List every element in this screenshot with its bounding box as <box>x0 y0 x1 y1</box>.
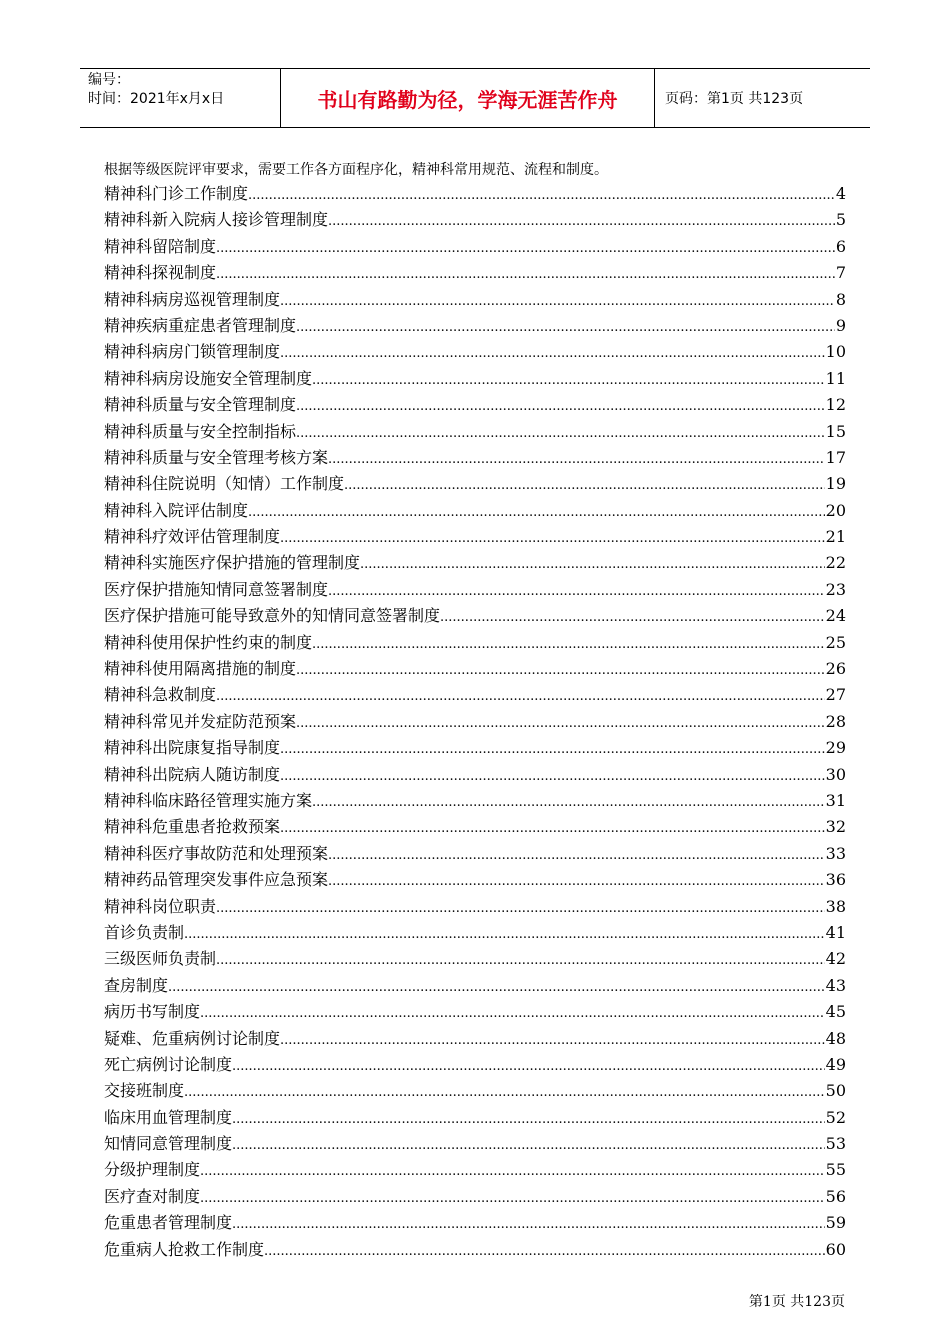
toc-entry-page: 52 <box>825 1107 846 1127</box>
toc-entry[interactable] <box>104 867 846 893</box>
toc-entry-page: 29 <box>825 738 846 758</box>
toc-entry-page: 41 <box>825 922 846 942</box>
page-footer: 第1页 共123页 <box>748 1294 845 1310</box>
toc-entry[interactable] <box>104 366 846 392</box>
toc-entry-title: 精神科使用保护性约束的制度 <box>104 632 313 652</box>
toc-leader-dots <box>248 183 835 209</box>
toc-entry-page: 12 <box>825 395 846 415</box>
toc-entry[interactable] <box>104 735 846 761</box>
toc-entry-title: 精神科质量与安全管理制度 <box>104 395 297 415</box>
toc-entry[interactable] <box>104 287 846 313</box>
toc-entry-title: 精神科病房巡视管理制度 <box>104 289 281 309</box>
header-meta <box>80 69 281 127</box>
toc-entry[interactable] <box>104 419 846 445</box>
toc-leader-dots <box>280 737 825 763</box>
toc-leader-dots <box>200 1159 825 1185</box>
table-of-contents <box>104 181 846 1263</box>
toc-leader-dots <box>328 869 825 895</box>
toc-leader-dots <box>328 579 825 605</box>
toc-entry-page: 33 <box>825 843 846 863</box>
toc-entry[interactable] <box>104 392 846 418</box>
toc-leader-dots <box>280 289 835 315</box>
toc-entry[interactable] <box>104 999 846 1025</box>
page-header <box>80 68 870 128</box>
toc-entry-page: 59 <box>825 1213 846 1233</box>
toc-entry-page: 56 <box>825 1186 846 1206</box>
toc-entry-page: 15 <box>825 421 846 441</box>
toc-leader-dots <box>328 209 835 235</box>
toc-entry-title: 精神科使用隔离措施的制度 <box>104 659 297 679</box>
toc-entry-page: 36 <box>825 870 846 890</box>
toc-leader-dots <box>216 684 825 710</box>
toc-entry-page: 30 <box>825 764 846 784</box>
toc-entry[interactable] <box>104 207 846 233</box>
toc-entry-title: 精神科医疗事故防范和处理预案 <box>104 843 329 863</box>
toc-entry[interactable] <box>104 181 846 207</box>
header-page-number: 页码：第1页 共123页 <box>665 91 804 107</box>
toc-entry-title: 查房制度 <box>104 975 169 995</box>
toc-entry[interactable] <box>104 630 846 656</box>
toc-entry-title: 精神科质量与安全管理考核方案 <box>104 447 329 467</box>
toc-entry-page: 28 <box>825 711 846 731</box>
toc-entry-page: 42 <box>825 949 846 969</box>
toc-entry[interactable] <box>104 1184 846 1210</box>
toc-leader-dots <box>216 262 835 288</box>
toc-entry-page: 23 <box>825 579 846 599</box>
toc-entry-title: 临床用血管理制度 <box>104 1107 233 1127</box>
toc-entry-title: 危重病人抢救工作制度 <box>104 1239 265 1259</box>
toc-entry-title: 精神科疗效评估管理制度 <box>104 527 281 547</box>
toc-entry-page: 17 <box>825 447 846 467</box>
toc-leader-dots <box>280 816 825 842</box>
toc-entry-page: 60 <box>825 1239 846 1259</box>
toc-entry-page: 20 <box>825 500 846 520</box>
toc-leader-dots <box>216 896 825 922</box>
toc-leader-dots <box>168 975 825 1001</box>
toc-entry[interactable] <box>104 920 846 946</box>
toc-entry[interactable] <box>104 682 846 708</box>
toc-leader-dots <box>264 1239 825 1265</box>
toc-entry-page: 22 <box>825 553 846 573</box>
toc-entry[interactable] <box>104 1052 846 1078</box>
toc-entry[interactable] <box>104 1157 846 1183</box>
header-motto: 书山有路勤为径，学海无涯苦作舟 <box>281 69 655 127</box>
toc-leader-dots <box>328 843 825 869</box>
toc-entry-page: 9 <box>835 315 846 335</box>
toc-entry-page: 8 <box>835 289 846 309</box>
toc-entry-page: 21 <box>825 527 846 547</box>
toc-entry-page: 24 <box>825 606 846 626</box>
toc-entry[interactable] <box>104 946 846 972</box>
toc-entry-page: 5 <box>835 210 846 230</box>
toc-leader-dots <box>296 658 825 684</box>
toc-entry[interactable] <box>104 973 846 999</box>
toc-entry-title: 精神科实施医疗保护措施的管理制度 <box>104 553 361 573</box>
toc-entry[interactable] <box>104 1026 846 1052</box>
toc-entry[interactable] <box>104 234 846 260</box>
toc-entry-title: 精神科入院评估制度 <box>104 500 249 520</box>
toc-entry-title: 分级护理制度 <box>104 1160 201 1180</box>
toc-entry-title: 首诊负责制 <box>104 922 185 942</box>
toc-entry-page: 55 <box>825 1160 846 1180</box>
toc-entry-title: 精神科常见并发症防范预案 <box>104 711 297 731</box>
toc-entry-title: 危重患者管理制度 <box>104 1213 233 1233</box>
toc-entry-page: 27 <box>825 685 846 705</box>
toc-leader-dots <box>232 1107 825 1133</box>
toc-entry-page: 53 <box>825 1134 846 1154</box>
toc-entry[interactable] <box>104 1237 846 1263</box>
toc-leader-dots <box>312 632 825 658</box>
toc-entry-page: 48 <box>825 1028 846 1048</box>
toc-leader-dots <box>232 1133 825 1159</box>
toc-leader-dots <box>280 526 825 552</box>
toc-entry-title: 精神科出院病人随访制度 <box>104 764 281 784</box>
toc-entry-page: 19 <box>825 474 846 494</box>
toc-entry-title: 精神科新入院病人接诊管理制度 <box>104 210 329 230</box>
toc-entry-title: 医疗保护措施知情同意签署制度 <box>104 579 329 599</box>
toc-leader-dots <box>184 922 825 948</box>
toc-entry-title: 精神科病房门锁管理制度 <box>104 342 281 362</box>
toc-entry-page: 38 <box>825 896 846 916</box>
toc-leader-dots <box>328 447 825 473</box>
toc-leader-dots <box>312 790 825 816</box>
toc-entry-page: 4 <box>835 184 846 203</box>
toc-entry-title: 死亡病例讨论制度 <box>104 1054 233 1074</box>
toc-entry-title: 精神科病房设施安全管理制度 <box>104 368 313 388</box>
toc-leader-dots <box>184 1080 825 1106</box>
toc-entry-page: 50 <box>825 1081 846 1101</box>
toc-entry-page: 10 <box>825 342 846 362</box>
toc-entry-page: 43 <box>825 975 846 995</box>
toc-entry-page: 25 <box>825 632 846 652</box>
toc-entry-title: 三级医师负责制 <box>104 949 217 969</box>
toc-leader-dots <box>248 500 825 526</box>
toc-entry-title: 精神科危重患者抢救预案 <box>104 817 281 837</box>
toc-entry[interactable] <box>104 1131 846 1157</box>
toc-entry[interactable] <box>104 1078 846 1104</box>
toc-entry[interactable] <box>104 471 846 497</box>
toc-entry-title: 病历书写制度 <box>104 1002 201 1022</box>
toc-leader-dots <box>360 552 825 578</box>
toc-entry-title: 精神科探视制度 <box>104 263 217 283</box>
toc-entry[interactable] <box>104 603 846 629</box>
toc-leader-dots <box>232 1212 825 1238</box>
toc-leader-dots <box>280 764 825 790</box>
toc-entry-title: 精神疾病重症患者管理制度 <box>104 315 297 335</box>
toc-leader-dots <box>280 341 825 367</box>
toc-entry-title: 精神药品管理突发事件应急预案 <box>104 870 329 890</box>
toc-entry[interactable] <box>104 339 846 365</box>
toc-entry-title: 精神科住院说明（知情）工作制度 <box>104 474 345 494</box>
toc-entry-page: 6 <box>835 236 846 256</box>
toc-entry-title: 精神科出院康复指导制度 <box>104 738 281 758</box>
toc-leader-dots <box>296 394 825 420</box>
toc-entry[interactable] <box>104 577 846 603</box>
toc-leader-dots <box>216 948 825 974</box>
toc-entry[interactable] <box>104 1105 846 1131</box>
toc-entry[interactable] <box>104 445 846 471</box>
toc-entry[interactable] <box>104 814 846 840</box>
toc-entry-page: 11 <box>825 368 846 388</box>
toc-entry[interactable] <box>104 524 846 550</box>
toc-entry-page: 45 <box>825 1002 846 1022</box>
toc-entry[interactable] <box>104 260 846 286</box>
toc-entry-page: 7 <box>835 263 846 283</box>
toc-entry-title: 知情同意管理制度 <box>104 1134 233 1154</box>
toc-leader-dots <box>232 1054 825 1080</box>
toc-entry-title: 交接班制度 <box>104 1081 185 1101</box>
toc-entry-title: 精神科岗位职责 <box>104 896 217 916</box>
toc-leader-dots <box>296 421 825 447</box>
toc-entry-title: 医疗查对制度 <box>104 1186 201 1206</box>
intro-text: 根据等级医院评审要求，需要工作各方面程序化，精神科常用规范、流程和制度。 <box>104 162 608 178</box>
toc-entry-title: 精神科临床路径管理实施方案 <box>104 790 313 810</box>
toc-entry-title: 精神科门诊工作制度 <box>104 184 249 203</box>
toc-entry[interactable] <box>104 762 846 788</box>
toc-entry-page: 31 <box>825 790 846 810</box>
toc-entry[interactable] <box>104 709 846 735</box>
document-number-label: 编号： <box>88 72 130 88</box>
toc-leader-dots <box>344 473 825 499</box>
toc-entry-page: 49 <box>825 1054 846 1074</box>
toc-leader-dots <box>216 236 835 262</box>
toc-entry[interactable] <box>104 788 846 814</box>
toc-entry[interactable] <box>104 498 846 524</box>
toc-leader-dots <box>200 1001 825 1027</box>
toc-entry[interactable] <box>104 841 846 867</box>
document-date: 时间：2021年x月x日 <box>88 91 225 107</box>
toc-entry-title: 精神科急救制度 <box>104 685 217 705</box>
toc-leader-dots <box>296 711 825 737</box>
toc-leader-dots <box>440 605 825 631</box>
toc-leader-dots <box>312 368 825 394</box>
toc-leader-dots <box>296 315 835 341</box>
toc-leader-dots <box>280 1028 825 1054</box>
toc-leader-dots <box>200 1186 825 1212</box>
toc-entry-page: 32 <box>825 817 846 837</box>
toc-entry[interactable] <box>104 313 846 339</box>
toc-entry-title: 精神科留陪制度 <box>104 236 217 256</box>
toc-entry-page: 26 <box>825 659 846 679</box>
toc-entry-title: 疑难、危重病例讨论制度 <box>104 1028 281 1048</box>
toc-entry[interactable] <box>104 894 846 920</box>
toc-entry[interactable] <box>104 1210 846 1236</box>
toc-entry[interactable] <box>104 656 846 682</box>
toc-entry-title: 医疗保护措施可能导致意外的知情同意签署制度 <box>104 606 441 626</box>
toc-entry[interactable] <box>104 550 846 576</box>
toc-entry-title: 精神科质量与安全控制指标 <box>104 421 297 441</box>
